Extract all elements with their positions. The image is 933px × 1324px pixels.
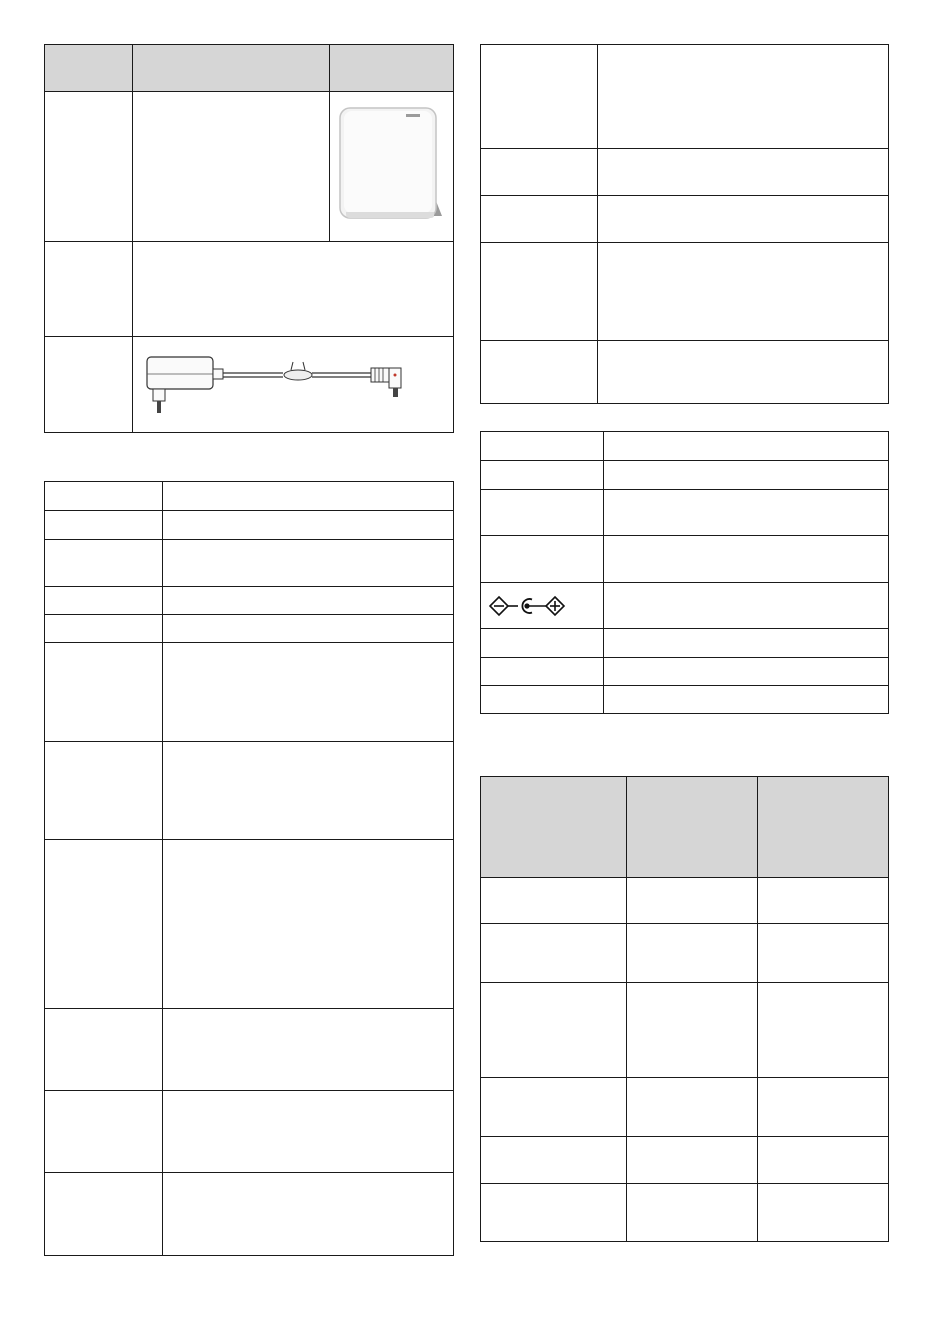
row-label [45,840,163,1009]
description-table [44,481,454,1256]
row-label [481,45,598,149]
row-text [598,196,889,243]
row-label [45,1091,163,1173]
table-cell [627,878,758,924]
row-text [163,1091,454,1173]
table-cell [758,1137,889,1184]
row-label [481,341,598,404]
row-label [481,243,598,341]
header-cell [758,777,889,878]
header-cell [330,45,454,92]
row-text [163,511,454,540]
row-text [163,615,454,643]
table-cell [758,983,889,1078]
troubleshooting-table [480,776,889,1242]
table-cell [481,1184,627,1242]
table-cell [758,878,889,924]
row-text [163,1009,454,1091]
table-cell [627,1184,758,1242]
row-label [45,337,133,433]
row-text [604,658,889,686]
row-text [598,149,889,196]
row-text [604,490,889,536]
row-text [133,92,330,242]
table-cell [627,924,758,983]
row-label [481,432,604,461]
row-label [45,511,163,540]
row-text [133,242,454,337]
row-label [481,658,604,686]
table-cell [481,878,627,924]
wall-panel-heater-image [330,92,452,238]
row-text [163,587,454,615]
row-text [604,432,889,461]
row-text [604,536,889,583]
row-text [163,482,454,511]
table-cell [627,1078,758,1137]
header-cell [45,45,133,92]
table-cell [627,1137,758,1184]
header-cell [133,45,330,92]
row-label [481,196,598,243]
specifications-table [480,431,889,714]
power-adapter-illustration [133,337,451,429]
row-text [163,643,454,742]
row-text [163,840,454,1009]
row-label [45,587,163,615]
table-cell [481,1137,627,1184]
polarity-center-positive-icon [487,594,567,618]
product-overview-table [44,44,454,433]
row-label [45,540,163,587]
row-label [45,92,133,242]
row-text [604,686,889,714]
row-text [598,45,889,149]
table-cell [627,983,758,1078]
table-cell [481,983,627,1078]
row-text [163,742,454,840]
table-cell [481,924,627,983]
row-label [45,242,133,337]
row-text [604,629,889,658]
row-label [481,461,604,490]
row-label [481,629,604,658]
row-text [163,540,454,587]
product-image-cell [330,92,454,242]
header-cell [627,777,758,878]
row-text [163,1173,454,1256]
row-label [45,1173,163,1256]
features-table [480,44,889,404]
row-label [481,686,604,714]
row-text [598,341,889,404]
row-label [45,643,163,742]
row-text [604,461,889,490]
row-label [481,149,598,196]
row-text [604,583,889,629]
row-label [45,482,163,511]
polarity-symbol-cell [481,583,604,629]
table-cell [758,924,889,983]
table-cell [481,1078,627,1137]
row-label [45,615,163,643]
row-label [481,536,604,583]
row-text [598,243,889,341]
row-label [45,1009,163,1091]
row-label [481,490,604,536]
adapter-image-cell [133,337,454,433]
header-cell [481,777,627,878]
table-cell [758,1078,889,1137]
table-cell [758,1184,889,1242]
row-label [45,742,163,840]
